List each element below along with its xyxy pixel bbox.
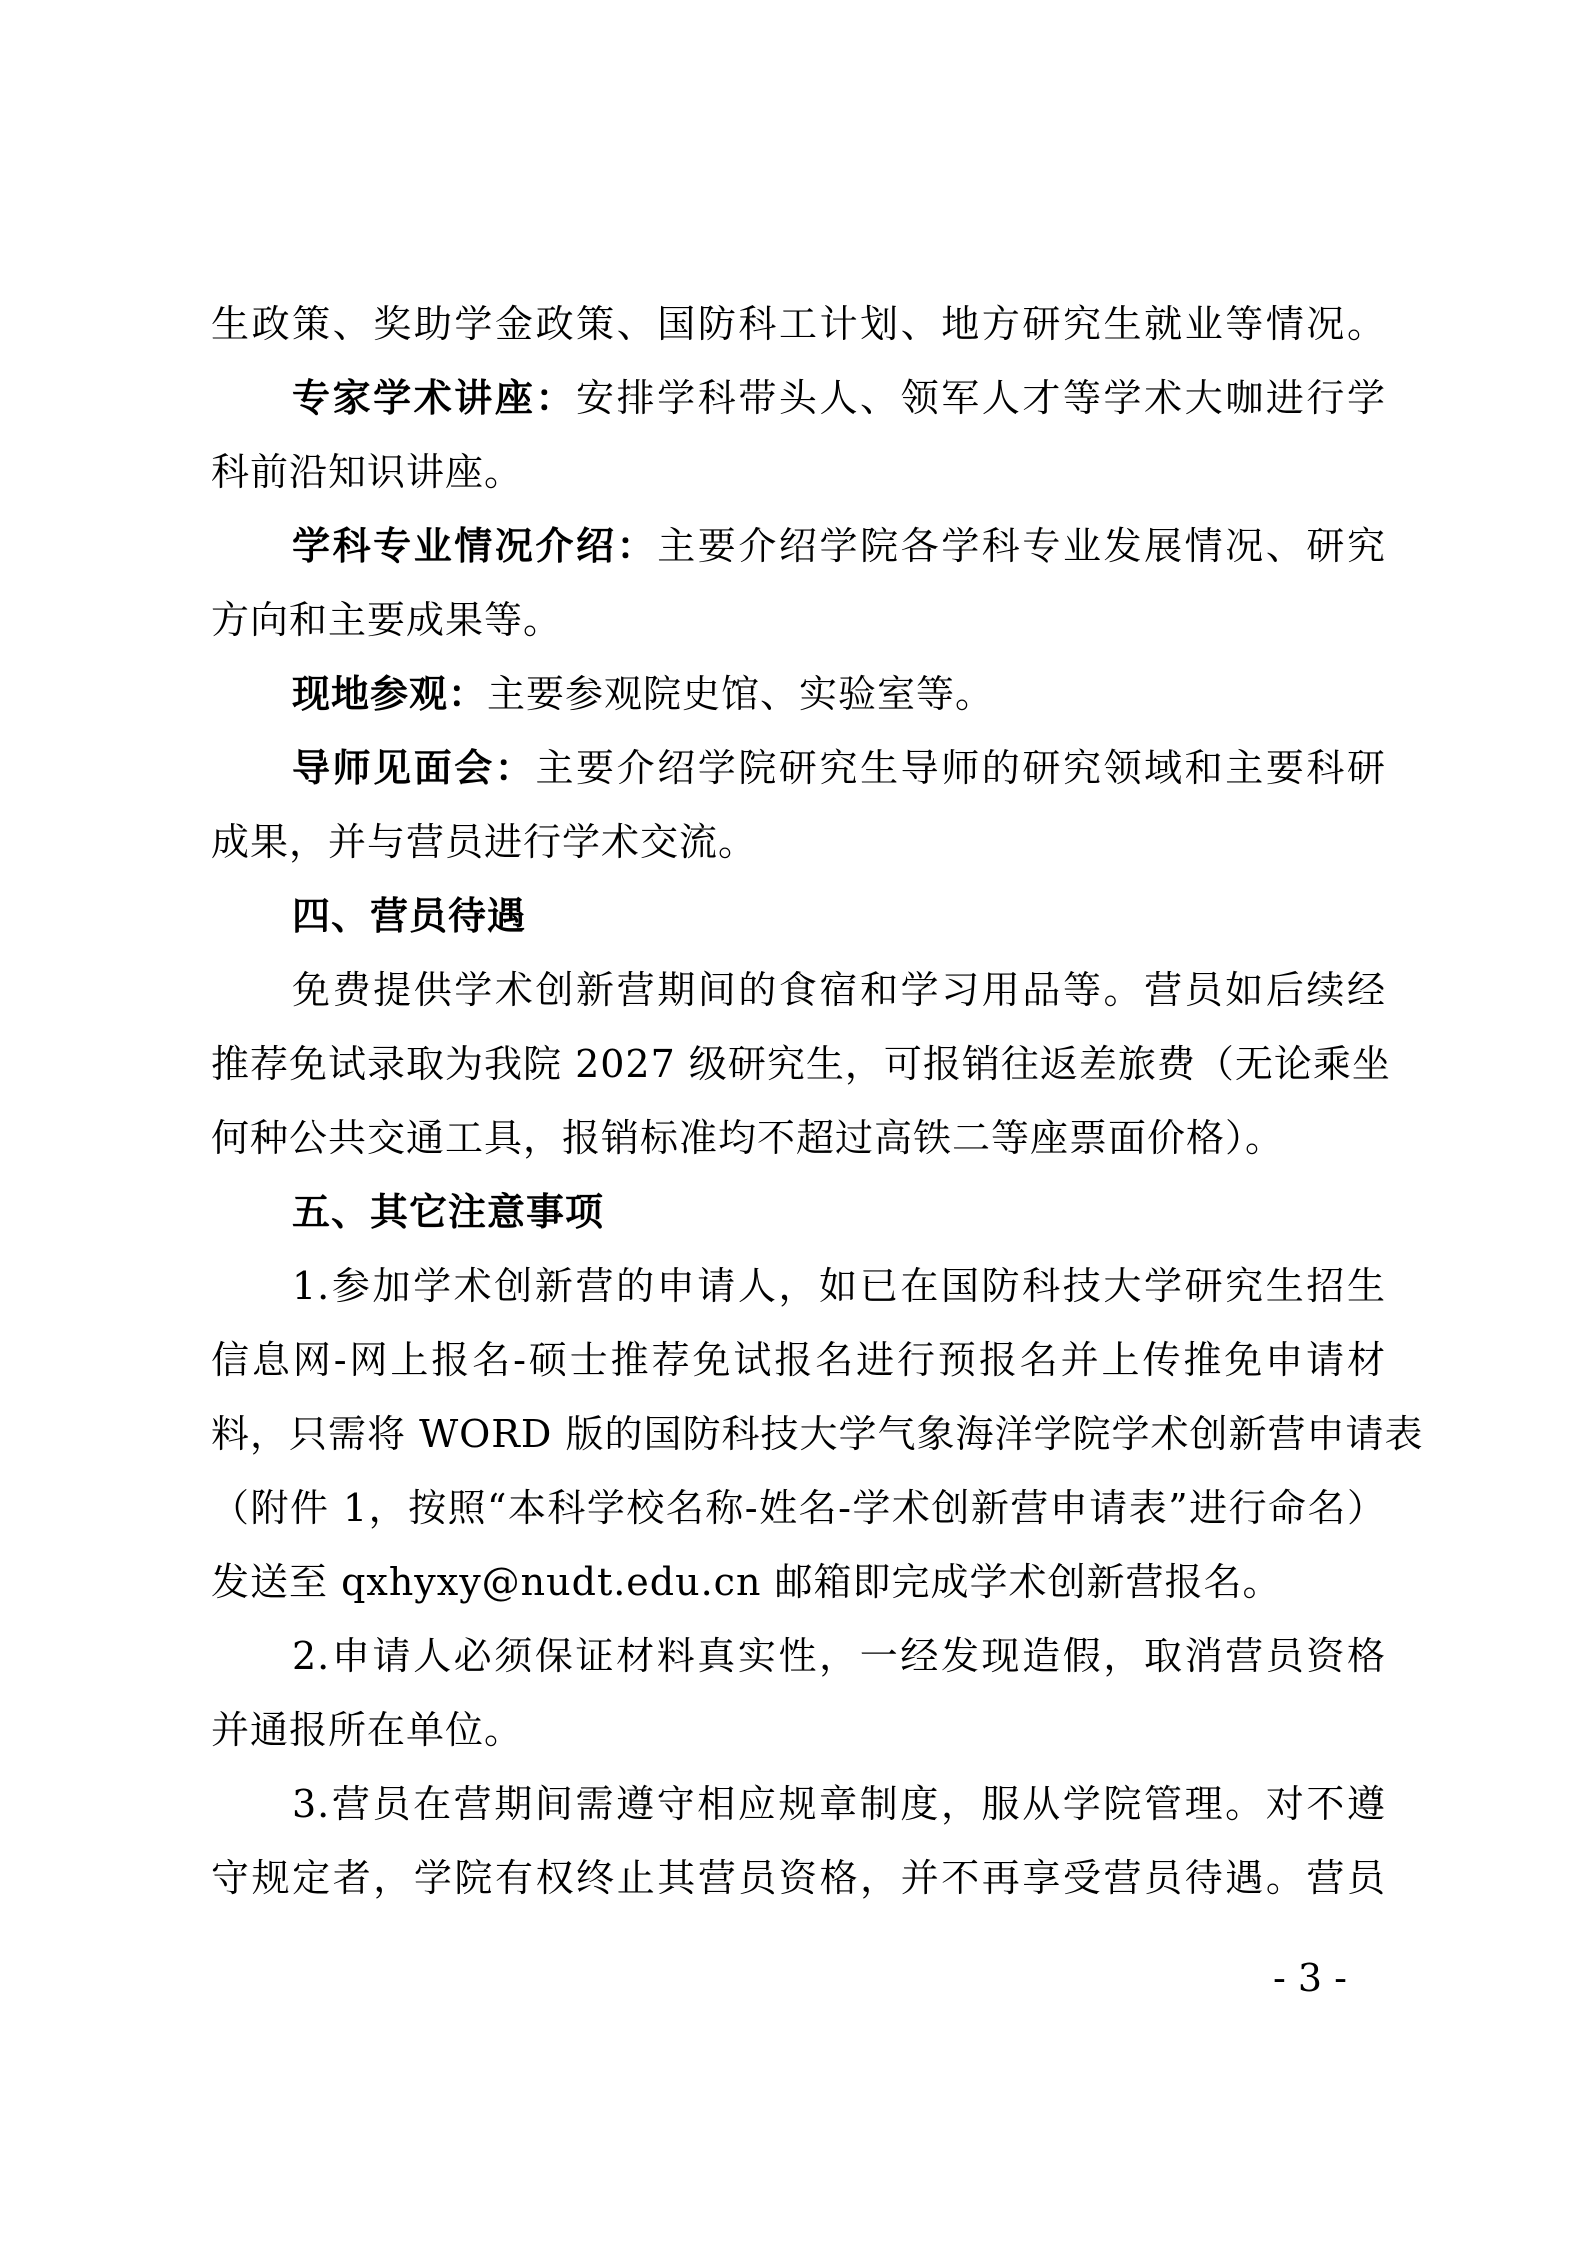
paragraph-line <box>292 742 1386 794</box>
paragraph-line <box>292 1778 1386 1830</box>
paragraph-line <box>211 1334 1386 1386</box>
paragraph-line <box>292 964 1386 1016</box>
paragraph-line <box>211 1038 1391 1090</box>
paragraph-line <box>292 668 1386 720</box>
heading-text: 五、其它注意事项 <box>292 1190 605 1234</box>
line-text: 料，只需将 WORD 版的国防科技大学气象海洋学院学术创新营申请表 <box>211 1412 1424 1456</box>
paragraph-line <box>211 816 1386 868</box>
paragraph-line <box>211 1704 1386 1756</box>
line-text: 成果，并与营员进行学术交流。 <box>211 820 758 864</box>
paragraph-line <box>292 1630 1386 1682</box>
heading-text: 四、营员待遇 <box>292 894 527 938</box>
section-heading <box>292 890 1386 942</box>
line-text: 方向和主要成果等。 <box>211 598 563 642</box>
line-text: 信息网-网上报名-硕士推荐免试报名进行预报名并上传推免申请材 <box>211 1338 1386 1382</box>
line-text: 守规定者，学院有权终止其营员资格，并不再享受营员待遇。营员 <box>211 1856 1386 1900</box>
section-lead-label: 学科专业情况介绍： <box>292 523 658 568</box>
line-text: 主要介绍学院各学科专业发展情况、研究 <box>657 524 1386 568</box>
line-text: 2.申请人必须保证材料真实性，一经发现造假，取消营员资格 <box>292 1634 1386 1678</box>
line-text: 并通报所在单位。 <box>211 1708 524 1752</box>
paragraph-line <box>211 298 1386 350</box>
paragraph-line <box>211 1112 1386 1164</box>
line-text: 主要介绍学院研究生导师的研究领域和主要科研 <box>535 746 1386 790</box>
paragraph-line <box>211 446 1386 498</box>
section-lead-label: 导师见面会： <box>292 745 536 790</box>
line-text: 3.营员在营期间需遵守相应规章制度，服从学院管理。对不遵 <box>292 1782 1386 1826</box>
line-text: 安排学科带头人、领军人才等学术大咖进行学 <box>576 376 1386 420</box>
line-text: 免费提供学术创新营期间的食宿和学习用品等。营员如后续经 <box>292 968 1386 1012</box>
line-text: 主要参观院史馆、实验室等。 <box>487 672 995 716</box>
paragraph-line <box>292 1260 1386 1312</box>
paragraph-line <box>292 520 1386 572</box>
page-number: - 3 - <box>1272 1956 1347 2000</box>
line-text: （附件 1，按照“本科学校名称-姓名-学术创新营申请表”进行命名） <box>211 1486 1386 1530</box>
line-text: 1.参加学术创新营的申请人，如已在国防科技大学研究生招生 <box>292 1264 1386 1308</box>
paragraph-line <box>211 1852 1386 1904</box>
line-text: 推荐免试录取为我院 2027 级研究生，可报销往返差旅费（无论乘坐 <box>211 1042 1391 1086</box>
paragraph-line <box>211 1556 1386 1608</box>
line-text: 生政策、奖助学金政策、国防科工计划、地方研究生就业等情况。 <box>211 302 1386 346</box>
line-text: 科前沿知识讲座。 <box>211 450 524 494</box>
section-lead-label: 专家学术讲座： <box>292 375 577 420</box>
paragraph-line <box>211 1408 1424 1460</box>
paragraph-line <box>292 372 1386 424</box>
paragraph-line <box>211 594 1386 646</box>
section-heading <box>292 1186 1386 1238</box>
section-lead-label: 现地参观： <box>292 671 488 716</box>
line-text: 发送至 qxhyxy@nudt.edu.cn 邮箱即完成学术创新营报名。 <box>211 1560 1282 1604</box>
line-text: 何种公共交通工具，报销标准均不超过高铁二等座票面价格）。 <box>211 1116 1285 1160</box>
paragraph-line <box>211 1482 1386 1534</box>
